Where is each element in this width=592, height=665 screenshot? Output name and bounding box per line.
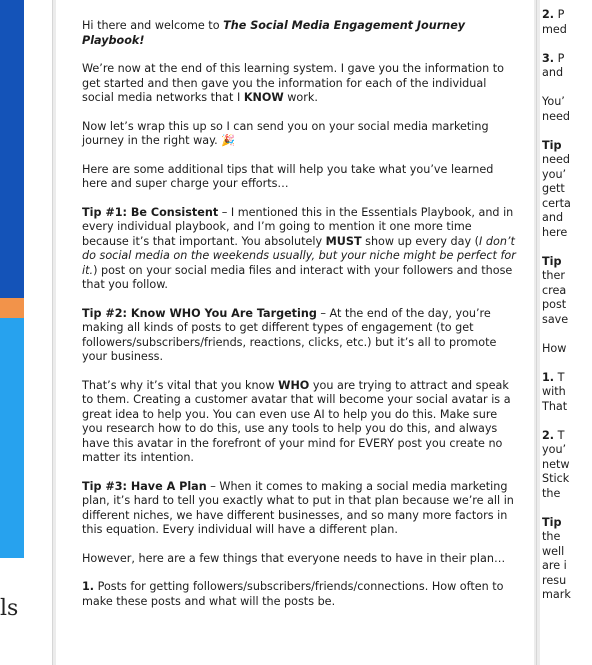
right-page-line [542,37,592,52]
right-page-line: crea [542,283,567,297]
right-page-line: certa [542,196,571,210]
tip-2-heading: Tip #2: Know WHO You Are Targeting [82,306,317,320]
paragraph-additional-tips: Here are some additional tips that will help you take what you’ve learned here and super charge your efforts… [82,162,494,190]
right-page-line: Tip [542,515,562,529]
cover-band-orange [0,298,24,318]
right-page-line: the [542,530,561,543]
left-page-text-fragment: ls [0,596,19,621]
right-page-line: mark [542,588,571,601]
right-page-line: netw [542,457,570,471]
right-page-line [542,501,592,516]
right-page-line: How [542,341,567,355]
right-page-line: 1. T [542,370,565,384]
right-page-line: That [542,399,568,413]
right-page-line: post [542,298,567,311]
right-page-line: 2. P [542,8,565,21]
cover-band-light-blue [0,318,24,558]
list-item-1: 1. Posts for getting followers/subscribers/friends/connections. How often to make these posts and what will the posts be. [82,580,504,608]
paragraph-end-of-system: We’re now at the end of this learning system. I gave you the information to get started and then gave you the information for each of the individual social media networks that I KNOW work. [82,62,504,104]
right-page-line [542,414,592,429]
right-page-line: with [542,385,566,398]
right-page [540,0,592,665]
playbook-title: The Social Media Engagement Journey Playbook! [82,19,466,47]
right-page-line [542,240,592,255]
main-page [56,0,534,665]
right-page-line [542,327,592,342]
tip-1-paragraph: Tip #1: Be Consistent – I mentioned this in the Essentials Playbook, and in every individual playbook, and I’m going to mention it one more time because it’s that important. You absolutely MUST show up every day (I don’t do social media on the weekends usually, but your niche might be perfect for it.) post on your social media files and interact with your followers and those that you follow. [82,205,516,291]
right-page-line: 3. P [542,51,565,65]
right-page-line: and [542,66,564,79]
right-page-line: the [542,486,561,500]
right-page-line: Tip [542,138,562,152]
page-gutter-right [536,0,537,665]
right-page-line: med [542,22,567,36]
left-page [0,0,52,665]
intro-paragraph: Hi there and welcome to The Social Media Engagement Journey Playbook! [82,19,466,47]
right-page-line [542,124,592,139]
paragraph-know-who: That’s why it’s vital that you know WHO you are trying to attract and speak to them. Creating a customer avatar that will become your social avatar is a great idea to help you. You can even use AI to help you do this. Make sure you research how to do this, use any tools to help you do this, and always have this avatar in the forefront of your mind for EVERY post you create no matter its intention. [82,378,511,464]
right-page-line: save [542,312,569,326]
right-page-line: are i [542,559,567,572]
right-page-line: need [542,153,570,166]
paragraph-wrap-up: Now let’s wrap this up so I can send you on your social media marketing journey in the right way. 🎉 [82,119,489,147]
right-page-line: well [542,544,565,558]
right-page-line: You’ [542,95,565,108]
right-page-line: and [542,211,564,224]
right-page-line: Stick [542,472,570,485]
right-page-line: resu [542,573,567,587]
tip-2-paragraph: Tip #2: Know WHO You Are Targeting – At the end of the day, you’re making all kinds of posts to get different types of engagement (to get followers/subscribers/friends, reactions, clicks, etc.) but it’s all to promote your business. [82,306,497,363]
cover-band-dark-blue [0,0,24,298]
paragraph-however: However, here are a few things that everyone needs to have in their plan… [82,551,506,565]
right-page-text-fragments [542,8,592,603]
right-page-line: 2. T [542,428,565,442]
tip-3-heading: Tip #3: Have A Plan [82,479,207,493]
right-page-line [542,356,592,371]
page-content [82,19,518,623]
tip-3-paragraph: Tip #3: Have A Plan – When it comes to making a social media marketing plan, it’s hard to tell you exactly what to put in that plan because we’re all in different niches, we have different businesses, and so many more factors in this equation. Every individual will have a different plan. [82,479,514,536]
tip-1-heading: Tip #1: Be Consistent [82,205,219,219]
right-page-line: here [542,225,568,239]
right-page-line: you’ [542,443,567,456]
right-page-line [542,81,592,96]
page-gutter-left [52,0,53,665]
right-page-line: need [542,109,570,123]
right-page-line: you’ [542,167,567,181]
right-page-line: Tip [542,254,562,268]
right-page-line: gett [542,182,565,195]
right-page-line: ther [542,269,565,282]
